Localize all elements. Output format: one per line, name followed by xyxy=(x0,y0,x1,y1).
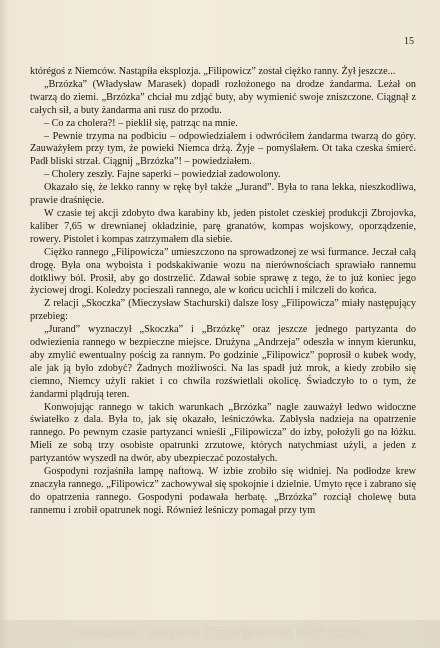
paragraph: Konwojując rannego w takich warunkach „Brzózka” nagle zauważył ledwo widoczne światełko z dala. Była to, jak się okazało, leśniczówka. Zabłysła nadzieja na opatrzenie rannego. Po pewnym czasie partyzanci wnieśli „Filipowicza” do izby, położyli go na łóżku. Mieli ze sobą trzy osobiste opatrunki zrzutowe, których natychmiast użyli, a jeden z partyzantów wyszedł na dwór, aby ubezpieczać pozostałych. xyxy=(30,401,416,465)
paragraph: – Cholery zeszły. Fajne saperki – powiedział zadowolony. xyxy=(44,169,281,181)
paragraph: W czasie tej akcji zdobyto dwa karabiny kb, jeden pistolet czeskiej produkcji Zbrojovka, kaliber 7,65 w drewnianej okładzinie, parę granatów, kompas wojskowy, oporządzenie, rowery. Pistolet i kompas zatrzymałem dla siebie. xyxy=(30,207,416,245)
paragraph: którégoś z Niemców. Nastąpiła eksplozja. „Filipowicz” został ciężko ranny. Żył jeszcze... xyxy=(30,66,396,77)
paragraph: „Jurand” wyznaczył „Skoczka” i „Brzózkę” oraz jeszcze jednego partyzanta do odwiezienia rannego w bezpieczne miejsce. Drużyna „Andrzeja” odeszła w innym kierunku, aby zmylić ewentualny pościg za rannym. Po godzinie „Filipowicz” poprosił o kubek wody, ale jak ją było zdobyć? Żadnych możliwości. Na las spadł już mrok, a kiedy zrobiło się ciemno, Niemcy użyli rakiet i co chwila rozświetlali okolicę. Świadczyło to o tym, że żandarmi plądrują teren. xyxy=(30,324,416,400)
paragraph: Ciężko rannego „Filipowicza” umieszczono na sprowadzonej ze wsi furmance. Jeczał całą drogę. Była ona wyboista i podskakiwanie wozu na nierównościach sprawiało rannemu dotkliwy ból. Prosił, aby go dostrzelić. Zdawał sobie sprawę z tego, że to już koniec jego życiowej drogi. Koledzy pocieszali rannego, ale w końcu ucichli i milczeli do końca. xyxy=(30,246,416,297)
paragraph: Okazało się, że lekko ranny w rękę był także „Jurand”. Była to rana lekka, nieszkodliwa, prawie draśnięcie. xyxy=(30,182,416,207)
paragraph: Gospodyni rozjaśniła lampę naftową. W izbie zrobiło się widniej. Na podłodze krew znaczyła rannego. „Filipowicz” zachowywał się spokojnie i dzielnie. Umyto ręce i zabrano się do opatrzenia rannego. Gospodyni podawała herbatę. „Brzózka” rozciął cholewę buta rannemu i zrobił opatrunek nogi. Również leśniczy pomagał przy tym xyxy=(30,466,416,516)
paragraph: „Brzózka” (Władysław Marasek) dopadł rozłożonego na drodze żandarma. Leżał on twarzą do ziemi. „Brzózka” chciał mu zdjąć buty, aby wymienić swoje zniszczone. Ciągnął z całych sił, a buty żandarma ani rusz do przodu. xyxy=(30,78,416,116)
page-gutter-shadow xyxy=(0,0,8,648)
paragraph: – Co za cholera?! – pieklił się, patrząc na mnie. xyxy=(44,117,238,129)
page-number: 15 xyxy=(404,36,414,47)
paragraph: Z relacji „Skoczka” (Mieczysław Stachurski) dalsze losy „Filipowicza” miały następujący przebieg: xyxy=(30,298,416,323)
watermark-text: Discussion purpose f35jsf@forum MBP CSWL xyxy=(73,625,367,640)
paragraph: – Pewnie trzyma na podbiciu – odpowiedziałem i odwróciłem żandarma twarzą do góry. Zauważyłem przy tym, że powieki Niemca drżą. Żyje – pomyślałem. Ot taka czeska śmierć. Padł bliski strzał. Ciągnij „Brzózka”! – powiedziałem. xyxy=(30,130,416,168)
page-body-text xyxy=(30,66,416,518)
